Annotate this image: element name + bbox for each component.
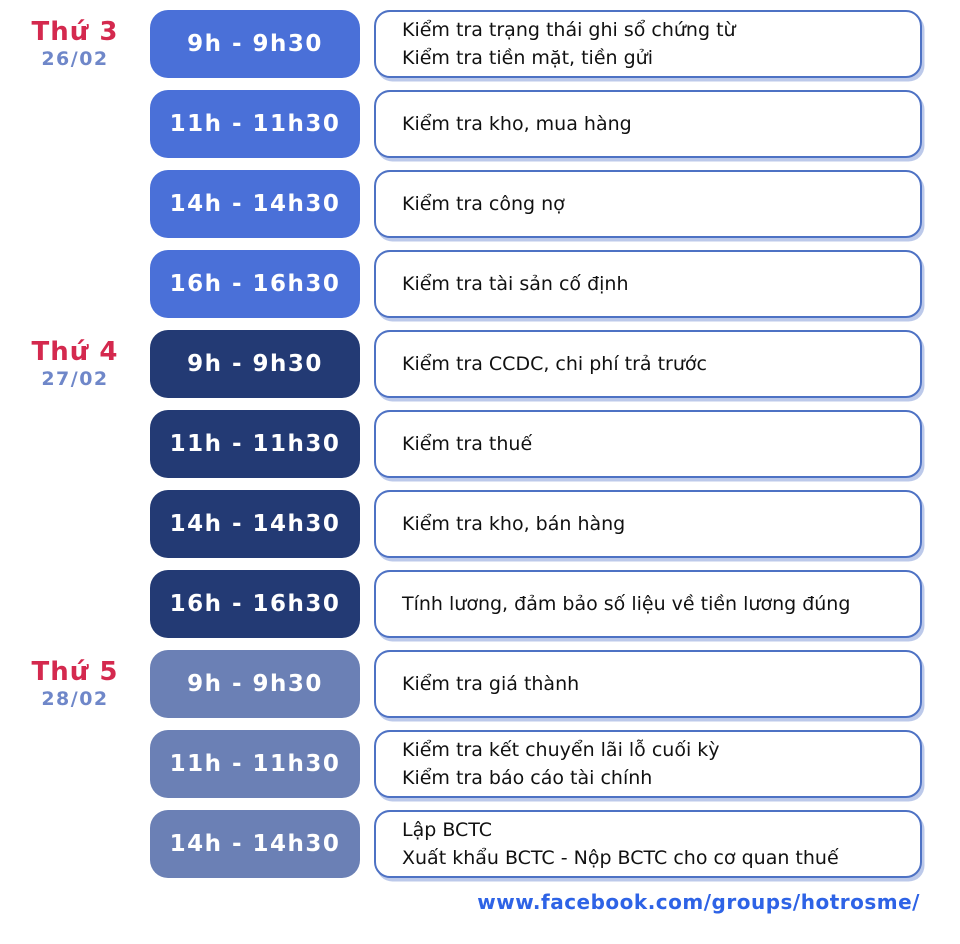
time-badge: 16h - 16h30 xyxy=(150,250,360,318)
task-card xyxy=(374,90,922,158)
schedule-row xyxy=(0,730,960,798)
day-label-block xyxy=(0,170,150,238)
task-card-column xyxy=(374,570,922,638)
task-text: Kiểm tra kết chuyển lãi lỗ cuối kỳ xyxy=(402,739,720,761)
day-name: Thứ 5 xyxy=(31,657,119,687)
schedule-row xyxy=(0,330,960,398)
task-card xyxy=(374,410,922,478)
schedule-row xyxy=(0,570,960,638)
task-card-column xyxy=(374,170,922,238)
day-label-block xyxy=(0,330,150,398)
task-text: Kiểm tra CCDC, chi phí trả trước xyxy=(402,353,707,375)
task-card xyxy=(374,570,922,638)
day-label-block xyxy=(0,730,150,798)
day-label-block xyxy=(0,90,150,158)
task-text: Kiểm tra kho, bán hàng xyxy=(402,513,626,535)
time-badge: 9h - 9h30 xyxy=(150,330,360,398)
schedule-row xyxy=(0,170,960,238)
schedule-row xyxy=(0,650,960,718)
schedule-row xyxy=(0,250,960,318)
footer xyxy=(0,890,960,914)
day-label-block xyxy=(0,410,150,478)
time-badge: 9h - 9h30 xyxy=(150,10,360,78)
task-text: Kiểm tra kho, mua hàng xyxy=(402,113,632,135)
task-text: Kiểm tra giá thành xyxy=(402,673,580,695)
schedule-row xyxy=(0,90,960,158)
task-card-column xyxy=(374,250,922,318)
task-card xyxy=(374,330,922,398)
task-text: Kiểm tra báo cáo tài chính xyxy=(402,767,653,789)
day-name: Thứ 3 xyxy=(31,17,119,47)
task-card xyxy=(374,650,922,718)
time-badge: 14h - 14h30 xyxy=(150,170,360,238)
task-card xyxy=(374,730,922,798)
day-date: 26/02 xyxy=(41,48,109,70)
task-card xyxy=(374,10,922,78)
task-text: Xuất khẩu BCTC - Nộp BCTC cho cơ quan thuế xyxy=(402,847,839,869)
day-label-block xyxy=(0,250,150,318)
time-badge: 11h - 11h30 xyxy=(150,410,360,478)
task-text: Tính lương, đảm bảo số liệu về tiền lương đúng xyxy=(402,593,851,615)
task-card xyxy=(374,810,922,878)
task-card-column xyxy=(374,730,922,798)
task-text: Kiểm tra tài sản cố định xyxy=(402,273,629,295)
schedule-row xyxy=(0,810,960,878)
task-text: Lập BCTC xyxy=(402,819,493,841)
task-card-column xyxy=(374,330,922,398)
task-text: Kiểm tra công nợ xyxy=(402,193,565,215)
time-badge: 16h - 16h30 xyxy=(150,570,360,638)
time-badge: 14h - 14h30 xyxy=(150,810,360,878)
day-label-block xyxy=(0,490,150,558)
schedule-row xyxy=(0,410,960,478)
task-card xyxy=(374,170,922,238)
schedule-row xyxy=(0,10,960,78)
day-date: 27/02 xyxy=(41,368,109,390)
task-card xyxy=(374,490,922,558)
time-badge: 14h - 14h30 xyxy=(150,490,360,558)
day-name: Thứ 4 xyxy=(31,337,119,367)
day-label-block xyxy=(0,10,150,78)
task-card-column xyxy=(374,810,922,878)
day-label-block xyxy=(0,570,150,638)
time-badge: 11h - 11h30 xyxy=(150,730,360,798)
task-text: Kiểm tra thuế xyxy=(402,433,533,455)
task-card xyxy=(374,250,922,318)
facebook-group-link[interactable]: www.facebook.com/groups/hotrosme/ xyxy=(477,890,920,914)
task-text: Kiểm tra trạng thái ghi sổ chứng từ xyxy=(402,19,736,41)
task-text: Kiểm tra tiền mặt, tiền gửi xyxy=(402,47,653,69)
task-card-column xyxy=(374,90,922,158)
day-label-block xyxy=(0,650,150,718)
time-badge: 11h - 11h30 xyxy=(150,90,360,158)
schedule-row xyxy=(0,490,960,558)
day-label-block xyxy=(0,810,150,878)
time-badge: 9h - 9h30 xyxy=(150,650,360,718)
day-date: 28/02 xyxy=(41,688,109,710)
task-card-column xyxy=(374,410,922,478)
task-card-column xyxy=(374,10,922,78)
schedule-rows xyxy=(0,10,960,878)
task-card-column xyxy=(374,650,922,718)
task-card-column xyxy=(374,490,922,558)
